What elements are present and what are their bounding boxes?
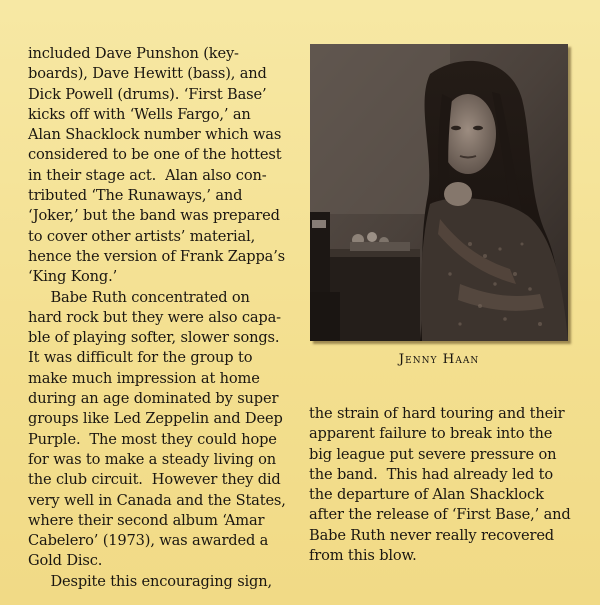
text-line: for was to make a steady living on: [28, 450, 277, 468]
text-line: Purple. The most they could hope: [28, 430, 277, 448]
text-line: the band. This had already led to: [309, 465, 553, 483]
text-line: Babe Ruth concentrated on: [28, 288, 250, 306]
photo-image: [310, 44, 568, 341]
text-line: kicks off with ‘Wells Fargo,’ an: [28, 105, 251, 123]
text-line: considered to be one of the hottest: [28, 146, 282, 164]
text-line: boards), Dave Hewitt (bass), and: [28, 65, 267, 83]
text-line: Babe Ruth never really recovered: [309, 526, 555, 544]
text-line: ‘Joker,’ but the band was prepared: [28, 207, 280, 225]
right-text-column: [309, 404, 579, 566]
text-line: apparent failure to break into the: [309, 425, 553, 443]
text-line: from this blow.: [309, 547, 417, 565]
text-line: Despite this encouraging sign,: [28, 572, 272, 590]
text-line: very well in Canada and the States,: [28, 491, 286, 509]
text-line: where their second album ‘Amar: [28, 511, 265, 529]
photo-caption: Jenny Haan: [398, 352, 480, 367]
text-line: ble of playing softer, slower songs.: [28, 329, 280, 347]
text-line: hence the version of Frank Zappa’s: [28, 247, 286, 265]
text-line: It was difficult for the group to: [28, 349, 253, 367]
text-line: the strain of hard touring and their: [309, 405, 565, 422]
text-line: the departure of Alan Shacklock: [309, 486, 544, 504]
text-line: groups like Led Zeppelin and Deep: [28, 410, 283, 428]
text-line: Cabelero’ (1973), was awarded a: [28, 532, 269, 550]
text-line: Gold Disc.: [28, 552, 103, 570]
band-member-photo: [310, 44, 568, 341]
text-line: big league put severe pressure on: [309, 445, 557, 463]
text-line: make much impression at home: [28, 369, 260, 387]
text-line: included Dave Punshon (key-: [28, 45, 239, 62]
text-line: Dick Powell (drums). ‘First Base’: [28, 85, 267, 103]
text-line: tributed ‘The Runaways,’ and: [28, 187, 243, 205]
text-line: after the release of ‘First Base,’ and: [309, 506, 571, 524]
text-line: Alan Shacklock number which was: [28, 126, 282, 144]
text-line: during an age dominated by super: [28, 390, 279, 408]
text-line: to cover other artists’ material,: [28, 227, 256, 245]
text-line: the club circuit. However they did: [28, 471, 281, 489]
text-line: ‘King Kong.’: [28, 268, 118, 286]
left-text-column: [28, 44, 298, 592]
text-line: in their stage act. Alan also con-: [28, 166, 267, 184]
text-line: hard rock but they were also capa-: [28, 308, 281, 326]
